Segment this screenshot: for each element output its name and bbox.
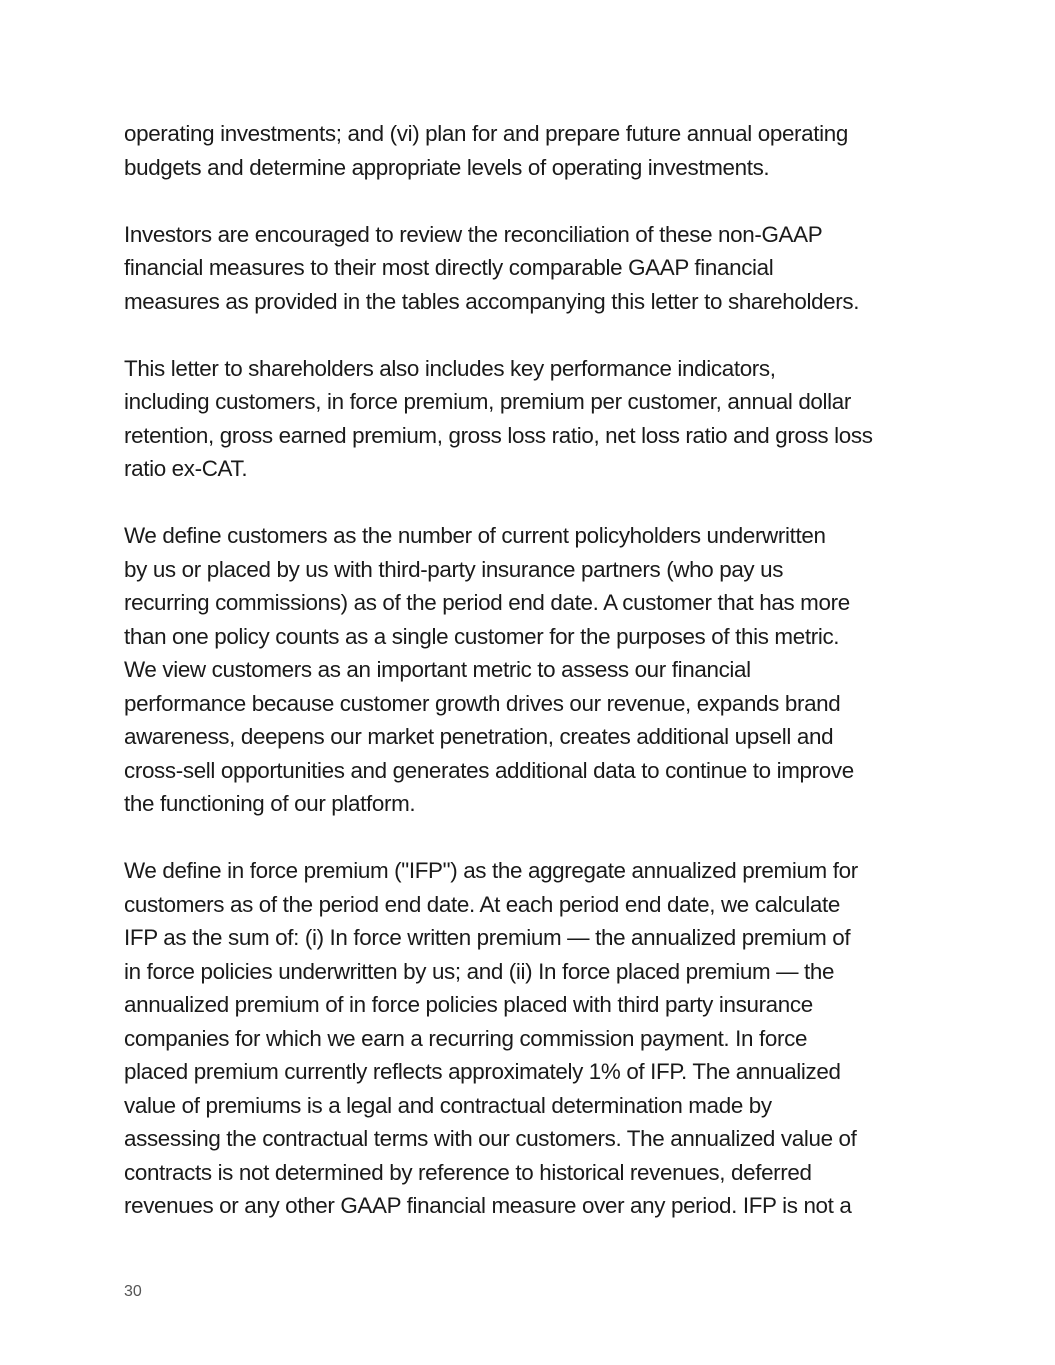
document-page: [124, 117, 944, 1256]
text-line: companies for which we earn a recurring commission payment. In force: [124, 1025, 808, 1051]
text-line: than one policy counts as a single customer for the purposes of this metric.: [124, 623, 840, 649]
paragraph-kpis: [124, 352, 944, 486]
text-line: We define customers as the number of current policyholders underwritten: [124, 523, 826, 548]
text-line: placed premium currently reflects approximately 1% of IFP. The annualized: [124, 1059, 841, 1084]
text-line: recurring commissions) as of the period end date. A customer that has more: [124, 590, 850, 615]
text-line: contracts is not determined by reference to historical revenues, deferred: [124, 1159, 812, 1185]
text-line: IFP as the sum of: (i) In force written premium — the annualized premium of: [124, 925, 851, 950]
text-line: We define in force premium ("IFP") as the aggregate annualized premium for: [124, 858, 858, 883]
paragraph-ifp-definition: [124, 854, 944, 1223]
text-line: customers as of the period end date. At each period end date, we calculate: [124, 891, 840, 917]
text-line: the functioning of our platform.: [124, 791, 416, 816]
text-line: by us or placed by us with third-party insurance partners (who pay us: [124, 556, 784, 582]
text-line: operating investments; and (vi) plan for and prepare future annual operating: [124, 121, 848, 146]
text-line: in force policies underwritten by us; and (ii) In force placed premium — the: [124, 958, 835, 984]
text-line: value of premiums is a legal and contractual determination made by: [124, 1092, 772, 1118]
text-line: including customers, in force premium, premium per customer, annual dollar: [124, 389, 851, 414]
text-line: This letter to shareholders also includes key performance indicators,: [124, 355, 776, 381]
text-line: annualized premium of in force policies placed with third party insurance: [124, 992, 813, 1017]
text-line: We view customers as an important metric to assess our financial: [124, 657, 751, 682]
text-line: assessing the contractual terms with our customers. The annualized value of: [124, 1126, 857, 1151]
text-line: budgets and determine appropriate levels of operating investments.: [124, 154, 770, 180]
text-line: ratio ex-CAT.: [124, 456, 248, 481]
text-line: performance because customer growth drives our revenue, expands brand: [124, 690, 841, 716]
page-number: 30: [124, 1283, 142, 1300]
text-line: measures as provided in the tables accompanying this letter to shareholders.: [124, 288, 860, 314]
paragraph-reconciliation: [124, 218, 944, 319]
paragraph-customers-definition: [124, 519, 944, 821]
text-line: awareness, deepens our market penetration, creates additional upsell and: [124, 724, 834, 749]
text-line: cross-sell opportunities and generates additional data to continue to improve: [124, 757, 854, 783]
text-line: retention, gross earned premium, gross loss ratio, net loss ratio and gross loss: [124, 422, 873, 448]
text-line: revenues or any other GAAP financial measure over any period. IFP is not a: [124, 1193, 852, 1218]
text-line: Investors are encouraged to review the reconciliation of these non-GAAP: [124, 221, 823, 247]
text-line: financial measures to their most directly comparable GAAP financial: [124, 255, 774, 280]
paragraph-operating-investments: [124, 117, 944, 184]
